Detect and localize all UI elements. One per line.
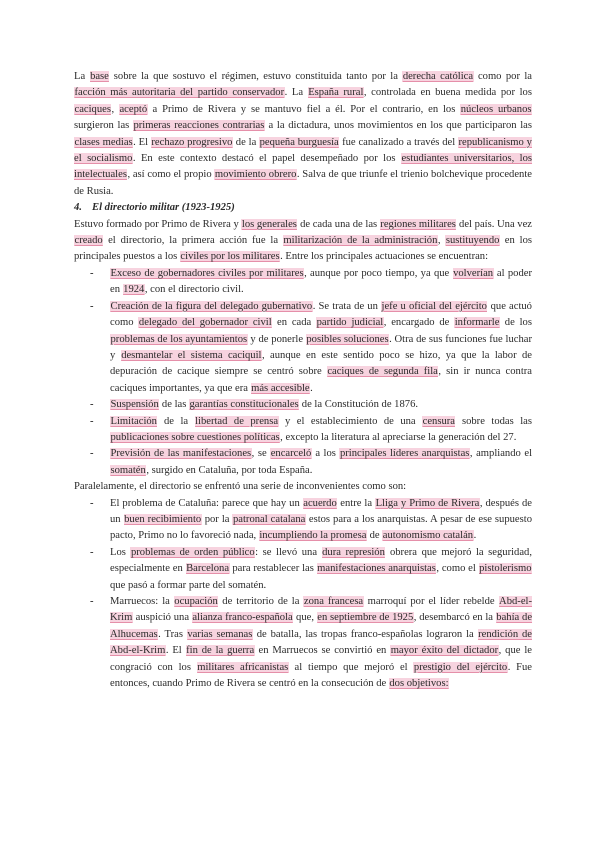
highlighted-text: volverían <box>453 267 494 279</box>
highlighted-text: movimiento obrero <box>214 169 297 181</box>
highlighted-text: principales líderes anarquistas <box>339 448 470 460</box>
highlighted-text: militares africanistas <box>197 661 289 673</box>
highlighted-text: Abd-el-Krim <box>110 596 532 624</box>
problems-list <box>74 496 532 693</box>
highlighted-text: Limitación <box>110 415 157 427</box>
actions-list <box>74 266 532 479</box>
highlighted-text: Exceso de gobernadores civiles por militares <box>110 267 304 279</box>
paragraph-intro: La base sobre la que sostuvo el régimen, estuvo constituida tanto por la derecha católica como por la facción más autoritaria del partido conservador. La España rural, controlada en buena medida por los caciques, aceptó a Primo de Rivera y se mantuvo fiel a él. Por el contrario, en los núcleos urbanos surgieron las primeras reacciones contrarias a la dictadura, unos movimientos en los que participaron las clases medias. El rechazo progresivo de la pequeña burguesía fue canalizado a través del republicanismo y el socialismo. En este contexto destacó el papel desempeñado por los estudiantes universitarios, los intelectuales, así como el propio movimiento obrero. Salva de que triunfe el trienio bolchevique procedente de Rusia. <box>74 71 533 197</box>
highlighted-text: militarización de la administración <box>283 235 438 247</box>
highlighted-text: desmantelar el sistema caciquil <box>121 349 262 361</box>
highlighted-text: manifestaciones anarquistas <box>317 563 436 575</box>
highlighted-text: civiles por los militares <box>180 251 280 263</box>
highlighted-text: sustituyendo <box>445 235 500 247</box>
highlighted-text: derecha católica <box>402 71 474 82</box>
highlighted-text: creado <box>74 235 103 247</box>
highlighted-text: informarle <box>454 317 500 329</box>
highlighted-text: los generales <box>241 218 297 230</box>
paragraph-directorio: Estuvo formado por Primo de Rivera y los generales de cada una de las regiones militares del país. Una vez creado el directorio, la primera acción fue la militarización de la administración, sustituyendo en los principales puestos a los civiles por los militares. Entre los principales actuaciones se encuentran: <box>74 218 533 263</box>
highlighted-text: patronal catalana <box>232 513 306 525</box>
highlighted-text: regiones militares <box>380 218 456 230</box>
list-item: - El problema de Cataluña: parece que hay un acuerdo entre la Lliga y Primo de Rivera, después de un buen recibimiento por la patronal catalana estos para a los anarquistas. A pesar de ese supuesto pacto, Primo no lo favoreció nada, incumpliendo la promesa de autonomismo catalán. <box>110 496 532 545</box>
highlighted-text: prestigio del ejército <box>413 661 508 673</box>
highlighted-text: buen recibimiento <box>124 513 202 525</box>
highlighted-text: partido judicial <box>316 317 384 329</box>
highlighted-text: Lliga y Primo de Rivera <box>375 497 480 509</box>
highlighted-text: rendición de Abd-el-Krim <box>110 628 532 657</box>
highlighted-text: incumpliendo la promesa <box>259 530 367 542</box>
highlighted-text: posibles soluciones <box>306 333 389 345</box>
list-item: - Limitación de la libertad de prensa y el establecimiento de una censura sobre todas las publicaciones sobre cuestiones políticas, excepto la literatura al apreciarse la generación del 27. <box>110 414 532 447</box>
highlighted-text: problemas de orden público <box>130 546 255 558</box>
highlighted-text: publicaciones sobre cuestiones políticas <box>110 431 280 443</box>
highlighted-text: dura represión <box>322 546 385 558</box>
highlighted-text: 1924 <box>123 284 145 296</box>
highlighted-text: garantías constitucionales <box>189 399 299 411</box>
highlighted-text: fin de la guerra <box>186 645 255 657</box>
highlighted-text: estudiantes universitarios, los intelectuales <box>74 153 533 181</box>
list-item: - Creación de la figura del delegado gubernativo. Se trata de un jefe u oficial del ejército que actuó como delegado del gobernador civil en cada partido judicial, encargado de informarle de los problemas de los ayuntamientos y de ponerle posibles soluciones. Otra de sus funciones fue luchar y desmantelar el sistema caciquil, aunque en este sentido poco se hizo, ya que la labor de depuración de cacique siempre se centró sobre caciques de segunda fila, sin ir nunca contra caciques importantes, ya que era más accesible. <box>110 299 532 397</box>
highlighted-text: caciques <box>74 103 111 115</box>
highlighted-text: republicanismo y el socialismo <box>74 136 532 165</box>
highlighted-text: encarceló <box>270 448 312 460</box>
section-title: El directorio militar (1923-1925) <box>92 202 235 214</box>
highlighted-text: jefe u oficial del ejército <box>381 300 487 312</box>
highlighted-text: pistolerismo <box>479 563 532 575</box>
list-item: - Marruecos: la ocupación de territorio de la zona francesa marroquí por el líder rebelde Abd-el-Krim auspició una alianza franco-española que, en septiembre de 1925, desembarcó en la bahía de Alhucemas. Tras varias semanas de batalla, las tropas franco-españolas lograron la rendición de Abd-el-Krim. El fin de la guerra en Marruecos se convirtió en mayor éxito del dictador, que le congració con los militares africanistas al tiempo que mejoró el prestigio del ejército. Fue entonces, cuando Primo de Rivera se centró en la consecución de dos objetivos: <box>110 594 532 692</box>
highlighted-text: libertad de prensa <box>195 415 279 427</box>
highlighted-text: bahía de Alhucemas <box>110 612 533 640</box>
highlighted-text: autonomismo catalán <box>382 530 474 542</box>
section-heading <box>74 200 532 216</box>
highlighted-text: varias semanas <box>187 628 253 640</box>
highlighted-text: pequeña burguesía <box>259 136 339 148</box>
highlighted-text: rechazo progresivo <box>151 136 233 148</box>
list-item: - Previsión de las manifestaciones, se encarceló a los principales líderes anarquistas, ampliando el somatén, surgido en Cataluña, por toda España. <box>110 446 532 479</box>
highlighted-text: mayor éxito del dictador <box>390 645 499 657</box>
highlighted-text: problemas de los ayuntamientos <box>110 333 248 345</box>
paragraph-inconvenientes: Paralelamente, el directorio se enfrentó una serie de inconvenientes como son: <box>74 481 407 493</box>
highlighted-text: primeras reacciones contrarias <box>133 120 265 132</box>
highlighted-text: en septiembre de 1925 <box>317 612 414 624</box>
list-item: - Suspensión de las garantías constitucionales de la Constitución de 1876. <box>110 397 532 413</box>
highlighted-text: Barcelona <box>186 563 230 575</box>
highlighted-text: alianza franco-española <box>192 612 293 624</box>
highlighted-text: facción más autoritaria del partido conservador <box>74 87 285 99</box>
highlighted-text: ocupación <box>174 596 218 607</box>
document-body <box>74 69 532 692</box>
section-number: 4. <box>74 202 82 214</box>
highlighted-text: aceptó <box>119 103 148 115</box>
highlighted-text: más accesible <box>251 382 310 394</box>
list-item: - Exceso de gobernadores civiles por militares, aunque por poco tiempo, ya que volverían al poder en 1924, con el directorio civil. <box>110 266 532 299</box>
highlighted-text: dos objetivos: <box>389 678 449 690</box>
highlighted-text: núcleos urbanos <box>460 103 532 115</box>
highlighted-text: Creación de la figura del delegado gubernativo <box>110 300 313 312</box>
highlighted-text: base <box>90 71 109 82</box>
highlighted-text: caciques de segunda fila <box>327 366 438 378</box>
highlighted-text: somatén <box>110 464 146 476</box>
highlighted-text: clases medias <box>74 136 133 148</box>
highlighted-text: acuerdo <box>303 497 337 509</box>
highlighted-text: censura <box>422 415 455 427</box>
highlighted-text: España rural <box>308 87 364 99</box>
highlighted-text: delegado del gobernador civil <box>138 317 272 329</box>
highlighted-text: zona francesa <box>303 596 364 607</box>
highlighted-text: Previsión de las manifestaciones <box>110 448 252 460</box>
highlighted-text: Suspensión <box>110 399 159 411</box>
list-item: - Los problemas de orden público: se llevó una dura represión obrera que mejoró la seguridad, especialmente en Barcelona para restablecer las manifestaciones anarquistas, como el pistolerismo que pasó a formar parte del somatén. <box>110 545 532 594</box>
